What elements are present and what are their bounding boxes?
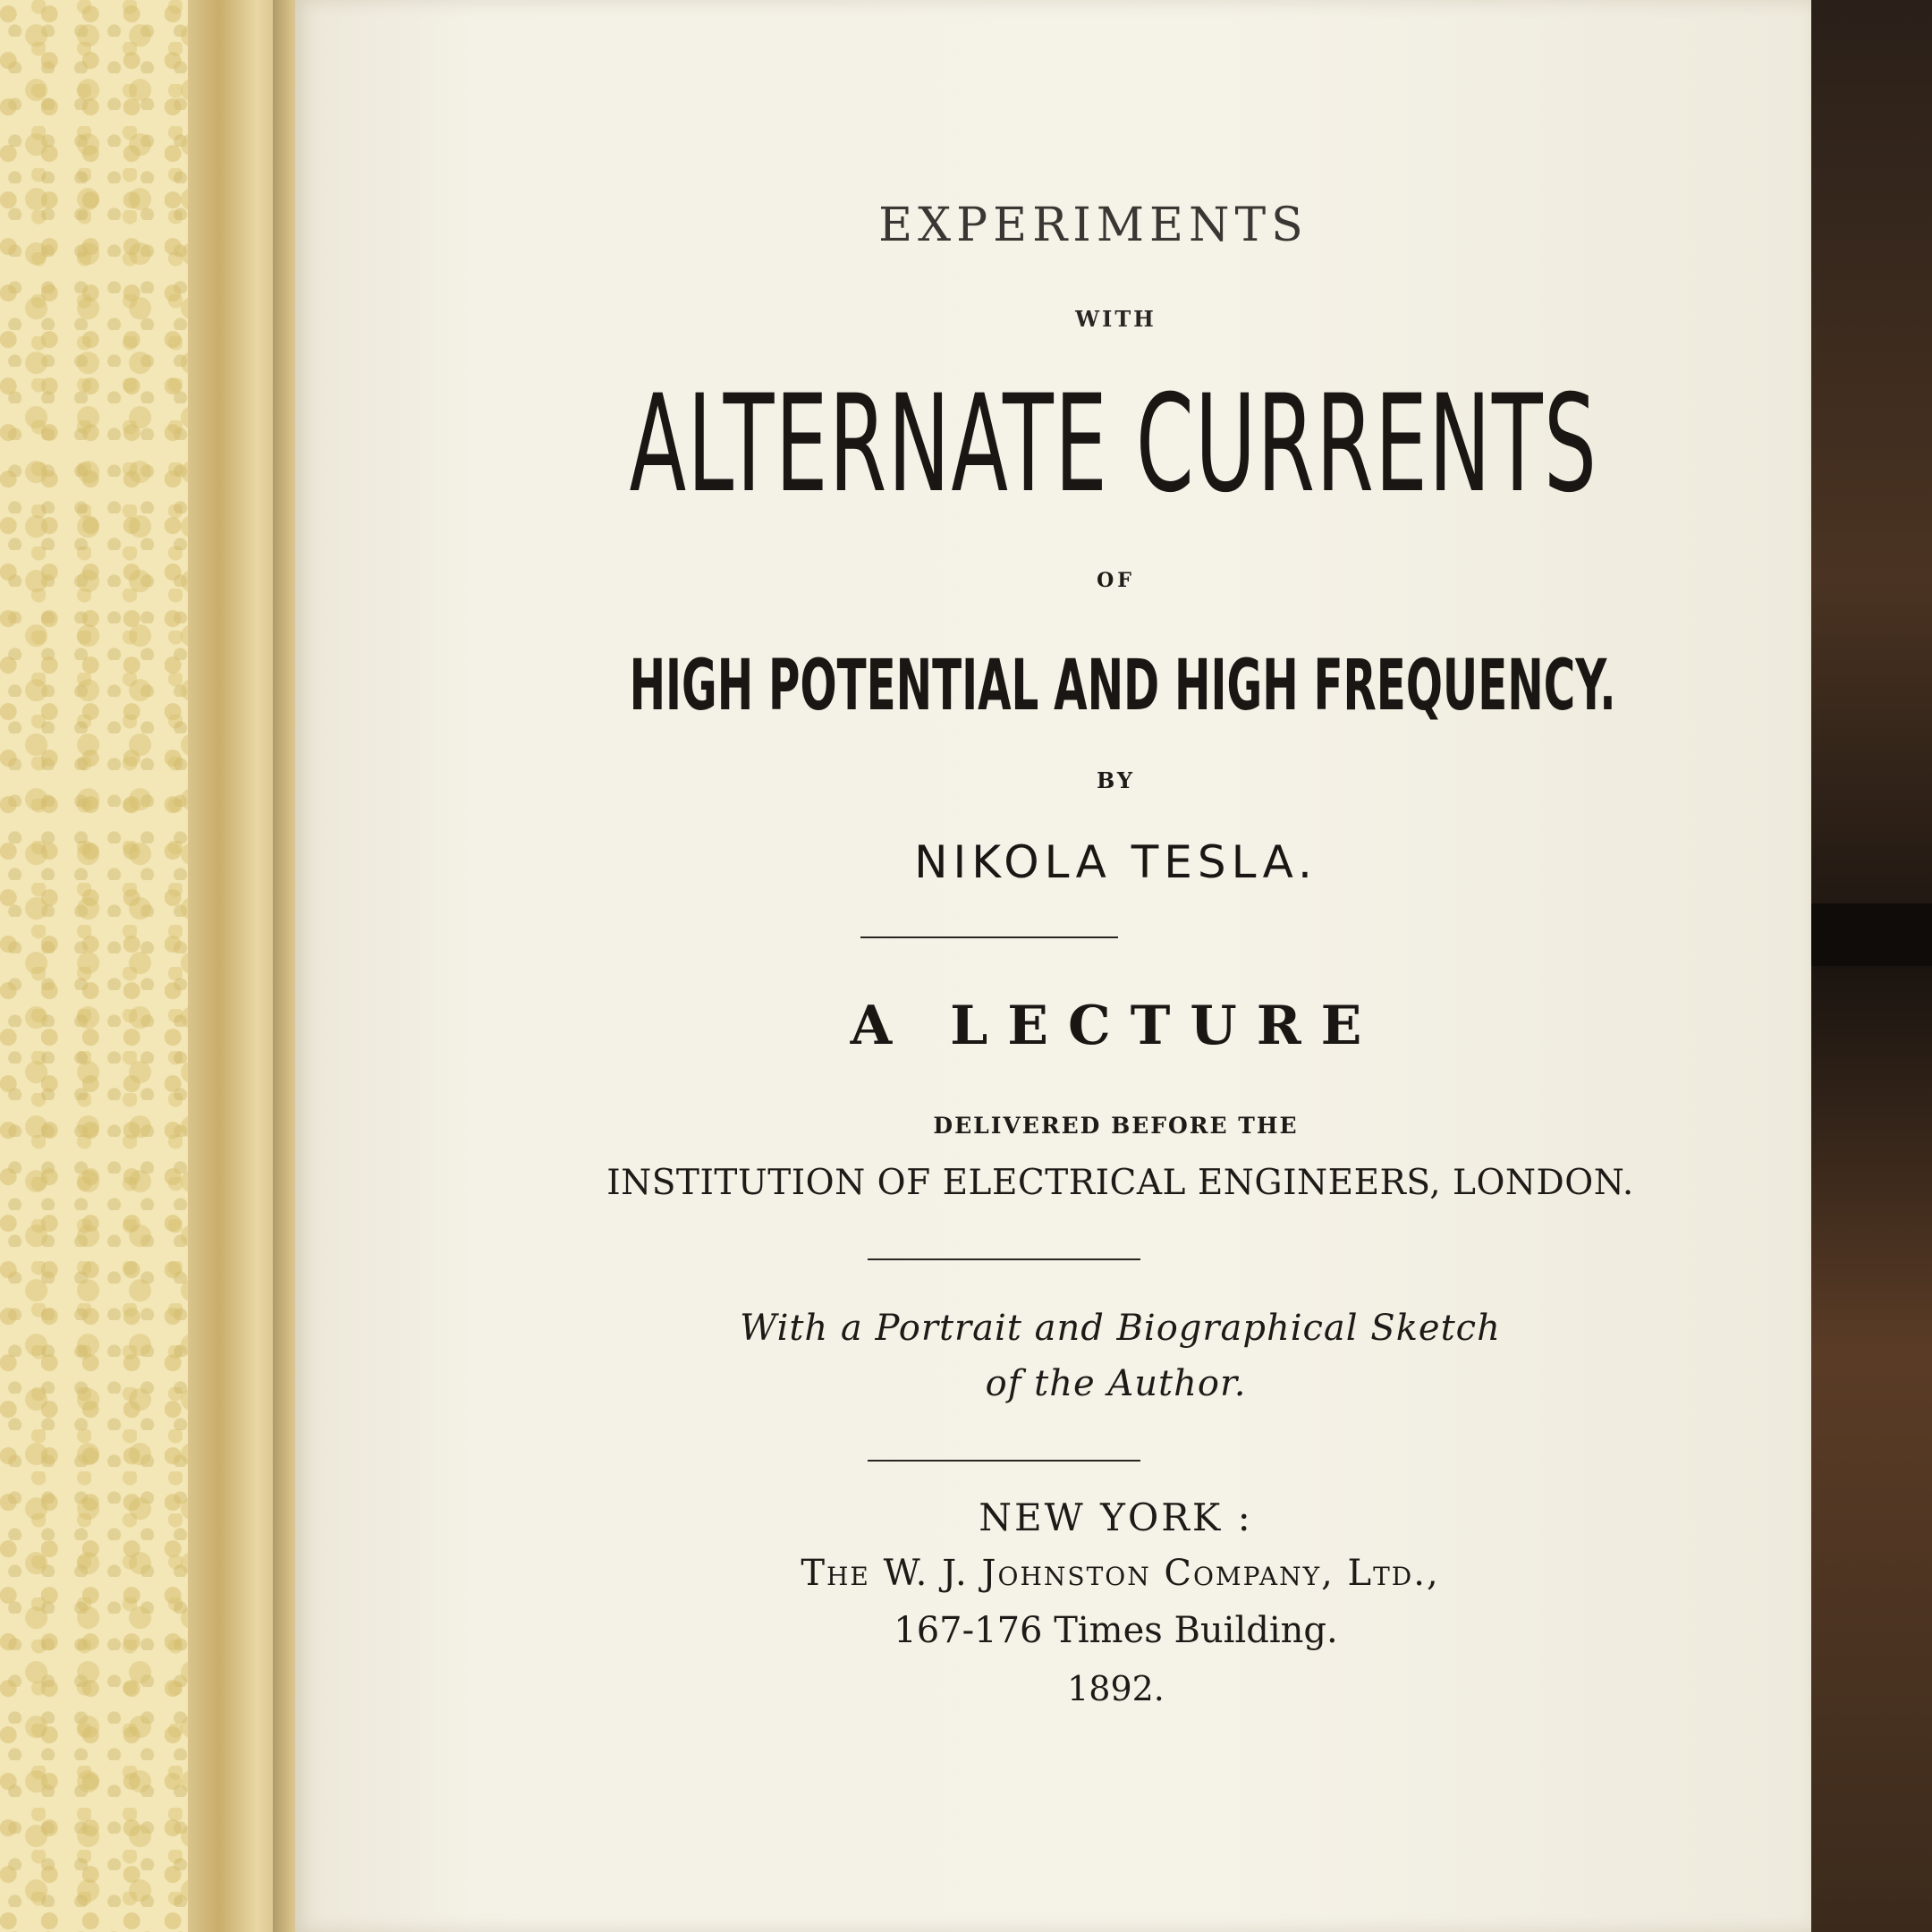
author-name: NIKOLA TESLA. [914,836,1318,888]
delivered-before: DELIVERED BEFORE THE [933,1113,1299,1139]
imprint-year: 1892. [1067,1669,1165,1708]
heading-experiments: EXPERIMENTS [878,199,1309,252]
main-title: ALTERNATE CURRENTS [629,367,1598,522]
institution-name: INSTITUTION OF ELECTRICAL ENGINEERS, LONDON. [606,1163,1634,1203]
imprint-city: NEW YORK : [979,1496,1253,1539]
imprint-address: 167-176 Times Building. [894,1610,1338,1651]
divider-rule [860,936,1118,938]
title-page [295,0,1811,1932]
connector-of: OF [1097,569,1135,592]
connector-by: BY [1097,767,1135,793]
book-binding [188,0,313,1932]
connector-with: WITH [1075,306,1157,332]
portrait-note-line-1: With a Portrait and Biographical Sketch [740,1308,1501,1349]
divider-rule [868,1460,1140,1462]
portrait-note-line-2: of the Author. [985,1363,1247,1404]
imprint-publisher: The W. J. Johnston Company, Ltd., [801,1553,1440,1594]
subtitle: HIGH POTENTIAL AND HIGH FREQUENCY. [629,646,1616,726]
divider-rule [868,1258,1140,1260]
title-page-content [295,0,1811,1932]
lecture-heading: A LECTURE [850,995,1382,1057]
binding-shadow [273,0,289,1932]
